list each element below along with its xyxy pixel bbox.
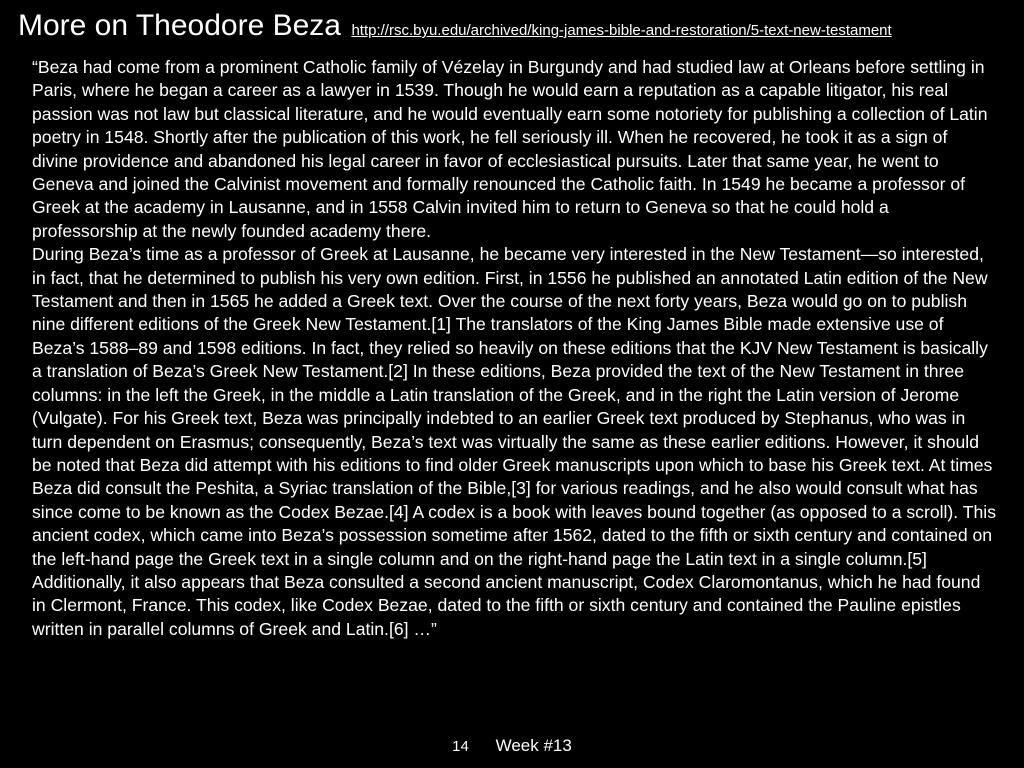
source-link[interactable]: http://rsc.byu.edu/archived/king-james-bible-and-restoration/5-text-new-testament	[351, 22, 892, 39]
slide-title: More on Theodore Beza	[18, 9, 341, 42]
quote-paragraph-2: During Beza’s time as a professor of Greek at Lausanne, he became very interested in the New Testament—so interested, in fact, that he determined to publish his very own edition. First, in 1556 he published an annotated Latin edition of the New Testament and then in 1565 he added a Greek text. Over the course of the next forty years, Beza would go on to publish nine different editions of the Greek New Testament.[1] The translators of the King James Bible made extensive use of Beza’s 1588–89 and 1598 editions. In fact, they relied so heavily on these editions that the KJV New Testament is basically a translation of Beza’s Greek New Testament.[2] In these editions, Beza provided the text of the New Testament in three columns: in the left the Greek, in the middle a Latin translation of the Greek, and in the right the Latin version of Jerome (Vulgate). For his Greek text, Beza was principally indebted to an earlier Greek text produced by Stephanus, who was in turn dependent on Erasmus; consequently, Beza’s text was virtually the same as these earlier editions. However, it should be noted that Beza did attempt with his editions to find older Greek manuscripts upon which to base his Greek text. At times Beza did consult the Peshita, a Syriac translation of the Bible,[3] for various readings, and he also would consult what has since come to be known as the Codex Bezae.[4] A codex is a book with leaves bound together (as opposed to a scroll). This ancient codex, which came into Beza’s possession sometime after 1562, dated to the fifth or sixth century and contained on the left-hand page the Greek text in a single column and on the right-hand page the Latin text in a single column.[5] Additionally, it also appears that Beza consulted a second ancient manuscript, Codex Claromontanus, which he had found in Clermont, France. This codex, like Codex Bezae, dated to the fifth or sixth century and contained the Pauline epistles written in parallel columns of Greek and Latin.[6] …”	[32, 244, 996, 639]
slide-footer	[0, 735, 1024, 758]
footer-label: Week #13	[495, 736, 572, 755]
quote-paragraph-1: “Beza had come from a prominent Catholic family of Vézelay in Burgundy and had studied law at Orleans before settling in Paris, where he began a career as a lawyer in 1539. Though he would earn a reputation as a capable litigator, his real passion was not law but classical literature, and he would eventually earn some notoriety for publishing a collection of Latin poetry in 1548. Shortly after the publication of this work, he fell seriously ill. When he recovered, he took it as a sign of divine providence and abandoned his legal career in favor of ecclesiastical pursuits. Later that same year, he went to Geneva and joined the Calvinist movement and formally renounced the Catholic faith. In 1549 he became a professor of Greek at the academy in Lausanne, and in 1558 Calvin invited him to return to Geneva so that he could hold a professorship at the newly founded academy there.	[32, 57, 988, 241]
slide-header	[18, 8, 1018, 44]
slide-number: 14	[452, 738, 469, 755]
quote-body	[32, 56, 996, 641]
